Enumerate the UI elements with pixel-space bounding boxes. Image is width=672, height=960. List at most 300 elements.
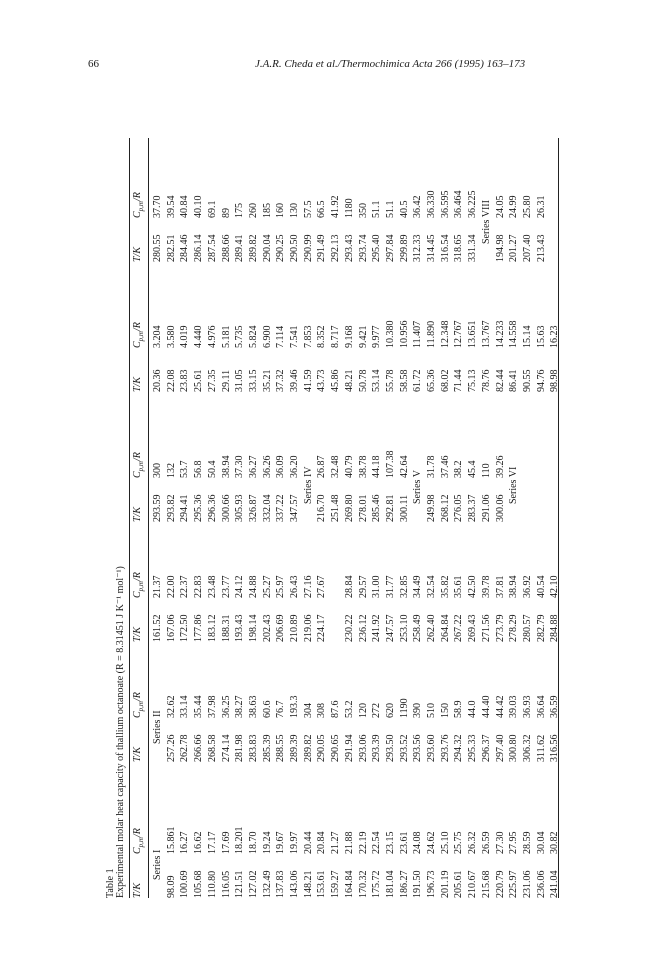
heat-capacity-cell: 8.352 [316,325,328,348]
heat-capacity-cell: 193.3 [289,695,300,718]
temperature-cell: 296.37 [480,734,492,762]
heat-capacity-cell: 1190 [398,698,410,718]
temperature-cell: 20.36 [152,369,163,392]
temperature-cell: 164.84 [343,870,355,898]
heat-capacity-cell: 44.40 [480,695,492,718]
temperature-cell: 82.44 [494,369,506,392]
column-header: T/K [132,246,143,262]
heat-capacity-cell: 18.70 [247,831,259,854]
temperature-cell: 143.06 [289,870,300,898]
heat-capacity-cell: 24.08 [412,831,424,854]
column-header: T/K [132,882,143,898]
temperature-cell: 258.49 [412,614,424,642]
temperature-cell: 249.98 [426,494,437,522]
temperature-cell: 132.49 [261,870,273,898]
temperature-cell: 326.87 [247,494,259,522]
temperature-cell: 210.67 [467,870,479,898]
table-header-rule [148,138,149,898]
heat-capacity-cell: 150 [439,703,451,718]
heat-capacity-cell: 40.84 [179,195,191,218]
heat-capacity-cell: 26.87 [316,455,328,478]
temperature-cell: 236.12 [357,614,369,642]
heat-capacity-cell: 32.48 [330,455,342,478]
temperature-cell: 207.40 [521,234,533,262]
column-header: $C_{p,m}/R$ [132,828,145,854]
heat-capacity-cell: 22.83 [193,575,205,598]
temperature-cell: 181.04 [384,870,396,898]
heat-capacity-cell: 39.26 [494,455,506,478]
heat-capacity-cell: 26.59 [480,831,492,854]
temperature-cell: 68.02 [439,369,451,392]
temperature-cell: 167.06 [165,614,177,642]
heat-capacity-cell: 35.82 [439,575,451,598]
temperature-cell: 331.34 [467,234,479,262]
temperature-cell: 29.11 [220,369,232,392]
heat-capacity-cell: 40.10 [193,195,205,218]
heat-capacity-cell: 34.49 [412,575,424,598]
temperature-cell: 94.76 [535,369,547,392]
temperature-cell: 45.86 [330,369,342,392]
heat-capacity-cell: 32.54 [426,575,437,598]
temperature-cell: 285.39 [261,734,273,762]
heat-capacity-cell: 27.16 [302,575,314,598]
heat-capacity-cell: 42.50 [467,575,479,598]
heat-capacity-cell: 8.717 [330,325,342,348]
temperature-cell: 305.93 [234,494,246,522]
temperature-cell: 137.83 [275,870,287,898]
heat-capacity-cell: 17.17 [206,831,218,854]
running-head: J.A.R. Cheda et al./Thermochimica Acta 266 (1995) 163–173 [255,58,526,70]
heat-capacity-cell: 36.42 [412,195,424,218]
temperature-cell: 205.61 [453,870,465,898]
temperature-cell: 50.78 [357,369,369,392]
temperature-cell: 53.14 [371,369,383,392]
heat-capacity-cell: 36.27 [247,455,259,478]
heat-capacity-cell: 87.6 [330,700,342,718]
heat-capacity-cell: 31.00 [371,575,383,598]
temperature-cell: 247.57 [384,614,396,642]
temperature-cell: 175.72 [371,870,383,898]
temperature-cell: 98.09 [165,875,177,898]
temperature-cell: 219.06 [302,614,314,642]
series-label: Series VIII [480,200,492,244]
heat-capacity-cell: 7.114 [275,325,287,348]
temperature-cell: 241.92 [371,614,383,642]
heat-capacity-cell: 69.1 [206,200,218,218]
column-header: T/K [132,506,143,522]
temperature-cell: 290.65 [330,734,342,762]
heat-capacity-cell: 35.44 [193,695,205,718]
temperature-cell: 100.69 [179,870,191,898]
temperature-cell: 27.35 [206,369,218,392]
column-header: $C_{p,m}/R$ [132,322,145,348]
heat-capacity-cell: 160 [275,203,287,218]
temperature-cell: 283.37 [467,494,479,522]
heat-capacity-cell: 44.0 [467,700,479,718]
column-header: T/K [132,746,143,762]
temperature-cell: 43.73 [316,369,328,392]
heat-capacity-cell: 56.8 [193,460,205,478]
temperature-cell: 292.81 [384,494,396,522]
heat-capacity-cell: 38.94 [508,575,520,598]
temperature-cell: 293.52 [398,734,410,762]
temperature-cell: 282.79 [535,614,547,642]
heat-capacity-cell: 10.380 [384,320,396,348]
temperature-cell: 281.98 [234,734,246,762]
temperature-cell: 231.06 [521,870,533,898]
temperature-cell: 286.14 [193,234,205,262]
temperature-cell: 257.26 [165,734,177,762]
temperature-cell: 267.22 [453,614,465,642]
temperature-cell: 292.13 [330,234,342,262]
temperature-cell: 48.21 [343,369,355,392]
heat-capacity-cell: 23.15 [384,831,396,854]
heat-capacity-cell: 37.46 [439,455,451,478]
temperature-cell: 273.79 [494,614,506,642]
temperature-cell: 318.65 [453,234,465,262]
temperature-cell: 312.33 [412,234,424,262]
heat-capacity-cell: 10.956 [398,320,410,348]
temperature-cell: 293.06 [357,734,369,762]
temperature-cell: 86.41 [508,369,520,392]
heat-capacity-cell: 12.348 [439,320,451,348]
temperature-cell: 23.83 [179,369,191,392]
heat-capacity-cell: 53.7 [179,460,191,478]
temperature-cell: 300.66 [220,494,232,522]
heat-capacity-cell: 26.43 [289,575,300,598]
temperature-cell: 264.84 [439,614,451,642]
temperature-cell: 230.22 [343,614,355,642]
temperature-cell: 268.12 [439,494,451,522]
temperature-cell: 268.58 [206,734,218,762]
heat-capacity-cell: 25.10 [439,831,451,854]
temperature-cell: 110.80 [206,870,218,898]
heat-capacity-cell: 20.84 [316,831,328,854]
temperature-cell: 188.31 [220,614,232,642]
temperature-cell: 71.44 [453,369,465,392]
heat-capacity-cell: 11.407 [412,320,424,348]
heat-capacity-cell: 22.54 [371,831,383,854]
heat-capacity-cell: 41.92 [330,195,342,218]
temperature-cell: 314.45 [426,234,437,262]
heat-capacity-cell: 19.24 [261,831,273,854]
series-label: Series IV [302,466,314,504]
heat-capacity-cell: 9.977 [371,325,383,348]
heat-capacity-cell: 175 [234,203,246,218]
column-header: $C_{p,m}/R$ [132,692,145,718]
heat-capacity-cell: 38.94 [220,455,232,478]
temperature-cell: 201.27 [508,234,520,262]
series-label: Series II [152,710,163,744]
temperature-cell: 289.82 [247,234,259,262]
heat-capacity-cell: 19.97 [289,831,300,854]
heat-capacity-cell: 39.03 [508,695,520,718]
temperature-cell: 271.56 [480,614,492,642]
heat-capacity-cell: 31.77 [384,575,396,598]
heat-capacity-cell: 12.767 [453,320,465,348]
heat-capacity-cell: 50.4 [206,460,218,478]
temperature-cell: 293.74 [357,234,369,262]
temperature-cell: 269.43 [467,614,479,642]
temperature-cell: 153.61 [316,870,328,898]
temperature-cell: 215.68 [480,870,492,898]
temperature-cell: 65.36 [426,369,437,392]
heat-capacity-cell: 36.26 [261,455,273,478]
temperature-cell: 293.82 [165,494,177,522]
heat-capacity-cell: 120 [357,703,369,718]
temperature-cell: 177.86 [193,614,205,642]
temperature-cell: 293.39 [371,734,383,762]
temperature-cell: 55.78 [384,369,396,392]
temperature-cell: 280.57 [521,614,533,642]
temperature-cell: 159.27 [330,870,342,898]
heat-capacity-cell: 36.330 [426,190,437,218]
temperature-cell: 274.14 [220,734,232,762]
heat-capacity-cell: 11.890 [426,320,437,348]
table-bottom-rule [558,138,559,898]
heat-capacity-cell: 57.5 [302,200,314,218]
temperature-cell: 183.12 [206,614,218,642]
heat-capacity-cell: 27.67 [316,575,328,598]
temperature-cell: 290.04 [261,234,273,262]
heat-capacity-cell: 38.63 [247,695,259,718]
temperature-cell: 291.94 [343,734,355,762]
temperature-cell: 293.59 [152,494,163,522]
heat-capacity-cell: 18.201 [234,826,246,854]
heat-capacity-cell: 37.70 [152,195,163,218]
heat-capacity-cell: 110 [480,463,492,478]
temperature-cell: 293.50 [384,734,396,762]
heat-capacity-cell: 36.464 [453,190,465,218]
temperature-cell: 220.79 [494,870,506,898]
heat-capacity-cell: 23.77 [220,575,232,598]
temperature-cell: 196.73 [426,870,437,898]
temperature-cell: 90.55 [521,369,533,392]
temperature-cell: 290.50 [289,234,300,262]
temperature-cell: 332.04 [261,494,273,522]
series-label: Series VI [508,466,520,504]
temperature-cell: 225.97 [508,870,520,898]
heat-capacity-cell: 44.18 [371,455,383,478]
temperature-cell: 287.54 [206,234,218,262]
heat-capacity-cell: 6.900 [261,325,273,348]
temperature-cell: 78.76 [480,369,492,392]
temperature-cell: 224.17 [316,614,328,642]
heat-capacity-cell: 17.69 [220,831,232,854]
heat-capacity-cell: 36.93 [521,695,533,718]
heat-capacity-cell: 24.05 [494,195,506,218]
temperature-cell: 170.32 [357,870,369,898]
temperature-cell: 316.56 [549,734,561,762]
heat-capacity-cell: 350 [357,203,369,218]
temperature-cell: 347.57 [289,494,300,522]
heat-capacity-cell: 5.181 [220,325,232,348]
heat-capacity-cell: 132 [165,463,177,478]
temperature-cell: 295.36 [193,494,205,522]
heat-capacity-cell: 33.14 [179,695,191,718]
heat-capacity-cell: 107.38 [384,450,396,478]
temperature-cell: 202.43 [261,614,273,642]
heat-capacity-cell: 620 [384,703,396,718]
temperature-cell: 266.66 [193,734,205,762]
temperature-cell: 295.33 [467,734,479,762]
temperature-cell: 300.06 [494,494,506,522]
heat-capacity-cell: 3.204 [152,325,163,348]
temperature-cell: 283.83 [247,734,259,762]
temperature-cell: 22.08 [165,369,177,392]
temperature-cell: 172.50 [179,614,191,642]
page-header [0,58,672,78]
heat-capacity-cell: 308 [316,703,328,718]
heat-capacity-cell: 4.440 [193,325,205,348]
series-label: Series I [152,849,163,880]
series-label: Series V [412,470,424,504]
heat-capacity-cell: 9.421 [357,325,369,348]
heat-capacity-cell: 23.48 [206,575,218,598]
heat-capacity-cell: 7.853 [302,325,314,348]
heat-capacity-cell: 300 [152,463,163,478]
heat-capacity-cell: 25.75 [453,831,465,854]
heat-capacity-cell: 32.85 [398,575,410,598]
temperature-cell: 289.39 [289,734,300,762]
temperature-cell: 161.52 [152,614,163,642]
column-header: T/K [132,376,143,392]
heat-capacity-cell: 38.27 [234,695,246,718]
temperature-cell: 299.89 [398,234,410,262]
temperature-cell: 186.27 [398,870,410,898]
heat-capacity-cell: 14.558 [508,320,520,348]
heat-capacity-cell: 26.31 [535,195,547,218]
temperature-cell: 210.89 [289,614,300,642]
temperature-cell: 293.76 [439,734,451,762]
temperature-cell: 297.84 [384,234,396,262]
temperature-cell: 290.99 [302,234,314,262]
heat-capacity-cell: 23.61 [398,831,410,854]
column-header: T/K [132,626,143,642]
temperature-cell: 39.46 [289,369,300,392]
heat-capacity-cell: 7.541 [289,325,300,348]
heat-capacity-cell: 29.57 [357,575,369,598]
heat-capacity-cell: 9.168 [343,325,355,348]
heat-capacity-cell: 38.78 [357,455,369,478]
heat-capacity-cell: 21.37 [152,575,163,598]
heat-capacity-cell: 60.6 [261,700,273,718]
heat-capacity-cell: 51.1 [371,200,383,218]
heat-capacity-cell: 24.99 [508,195,520,218]
heat-capacity-cell: 30.04 [535,831,547,854]
temperature-cell: 284.46 [179,234,191,262]
heat-capacity-cell: 14.233 [494,320,506,348]
heat-capacity-cell: 36.59 [549,695,561,718]
heat-capacity-cell: 36.25 [220,695,232,718]
heat-capacity-cell: 45.4 [467,460,479,478]
temperature-cell: 253.10 [398,614,410,642]
temperature-cell: 316.54 [439,234,451,262]
temperature-cell: 294.32 [453,734,465,762]
heat-capacity-cell: 58.9 [453,700,465,718]
table-label: Table 1 [105,868,116,898]
temperature-cell: 291.49 [316,234,328,262]
heat-capacity-cell: 510 [426,703,437,718]
temperature-cell: 75.13 [467,369,479,392]
temperature-cell: 337.22 [275,494,287,522]
temperature-cell: 33.15 [247,369,259,392]
heat-capacity-cell: 35.61 [453,575,465,598]
heat-capacity-cell: 76.7 [275,700,287,718]
temperature-cell: 282.51 [165,234,177,262]
temperature-cell: 285.46 [371,494,383,522]
heat-capacity-cell: 25.97 [275,575,287,598]
heat-capacity-cell: 16.23 [549,325,561,348]
heat-capacity-cell: 30.82 [549,831,561,854]
heat-capacity-cell: 32.62 [165,695,177,718]
temperature-cell: 194.98 [494,234,506,262]
heat-capacity-cell: 21.88 [343,831,355,854]
temperature-cell: 262.40 [426,614,437,642]
temperature-cell: 293.60 [426,734,437,762]
temperature-cell: 116.05 [220,870,232,898]
heat-capacity-cell: 27.95 [508,831,520,854]
table-caption: Experimental molar heat capacity of thallium octanoate (R = 8.31451 J K⁻¹ mol⁻¹) [115,566,126,898]
table-top-rule [129,138,130,898]
heat-capacity-cell: 24.62 [426,831,437,854]
heat-capacity-cell: 15.861 [165,826,177,854]
heat-capacity-cell: 37.30 [234,455,246,478]
heat-capacity-cell: 53.2 [343,700,355,718]
temperature-cell: 300.11 [398,494,410,522]
heat-capacity-cell: 42.10 [549,575,561,598]
temperature-cell: 206.69 [275,614,287,642]
heat-capacity-cell: 185 [261,203,273,218]
heat-capacity-cell: 24.88 [247,575,259,598]
heat-capacity-cell: 36.92 [521,575,533,598]
heat-capacity-cell: 22.19 [357,831,369,854]
heat-capacity-cell: 42.64 [398,455,410,478]
temperature-cell: 127.02 [247,870,259,898]
temperature-cell: 284.88 [549,614,561,642]
heat-capacity-cell: 36.64 [535,695,547,718]
temperature-cell: 293.43 [343,234,355,262]
temperature-cell: 31.05 [234,369,246,392]
heat-capacity-cell: 38.2 [453,460,465,478]
heat-capacity-cell: 1180 [343,198,355,218]
temperature-cell: 98.98 [549,369,561,392]
heat-capacity-cell: 16.62 [193,831,205,854]
heat-capacity-cell: 4.976 [206,325,218,348]
temperature-cell: 121.51 [234,870,246,898]
heat-capacity-cell: 28.84 [343,575,355,598]
temperature-cell: 269.80 [343,494,355,522]
heat-capacity-cell: 66.5 [316,200,328,218]
heat-capacity-cell: 36.09 [275,455,287,478]
heat-capacity-cell: 13.651 [467,320,479,348]
temperature-cell: 37.32 [275,369,287,392]
heat-capacity-cell: 40.54 [535,575,547,598]
heat-capacity-cell: 19.67 [275,831,287,854]
heat-capacity-cell: 36.20 [289,455,300,478]
temperature-cell: 290.05 [316,734,328,762]
temperature-cell: 280.55 [152,234,163,262]
heat-capacity-cell: 4.019 [179,325,191,348]
heat-capacity-cell: 5.735 [234,325,246,348]
heat-capacity-cell: 37.81 [494,575,506,598]
heat-capacity-cell: 15.63 [535,325,547,348]
heat-capacity-cell: 28.59 [521,831,533,854]
heat-capacity-cell: 5.824 [247,325,259,348]
temperature-cell: 278.01 [357,494,369,522]
temperature-cell: 291.06 [480,494,492,522]
heat-capacity-cell: 25.27 [261,575,273,598]
